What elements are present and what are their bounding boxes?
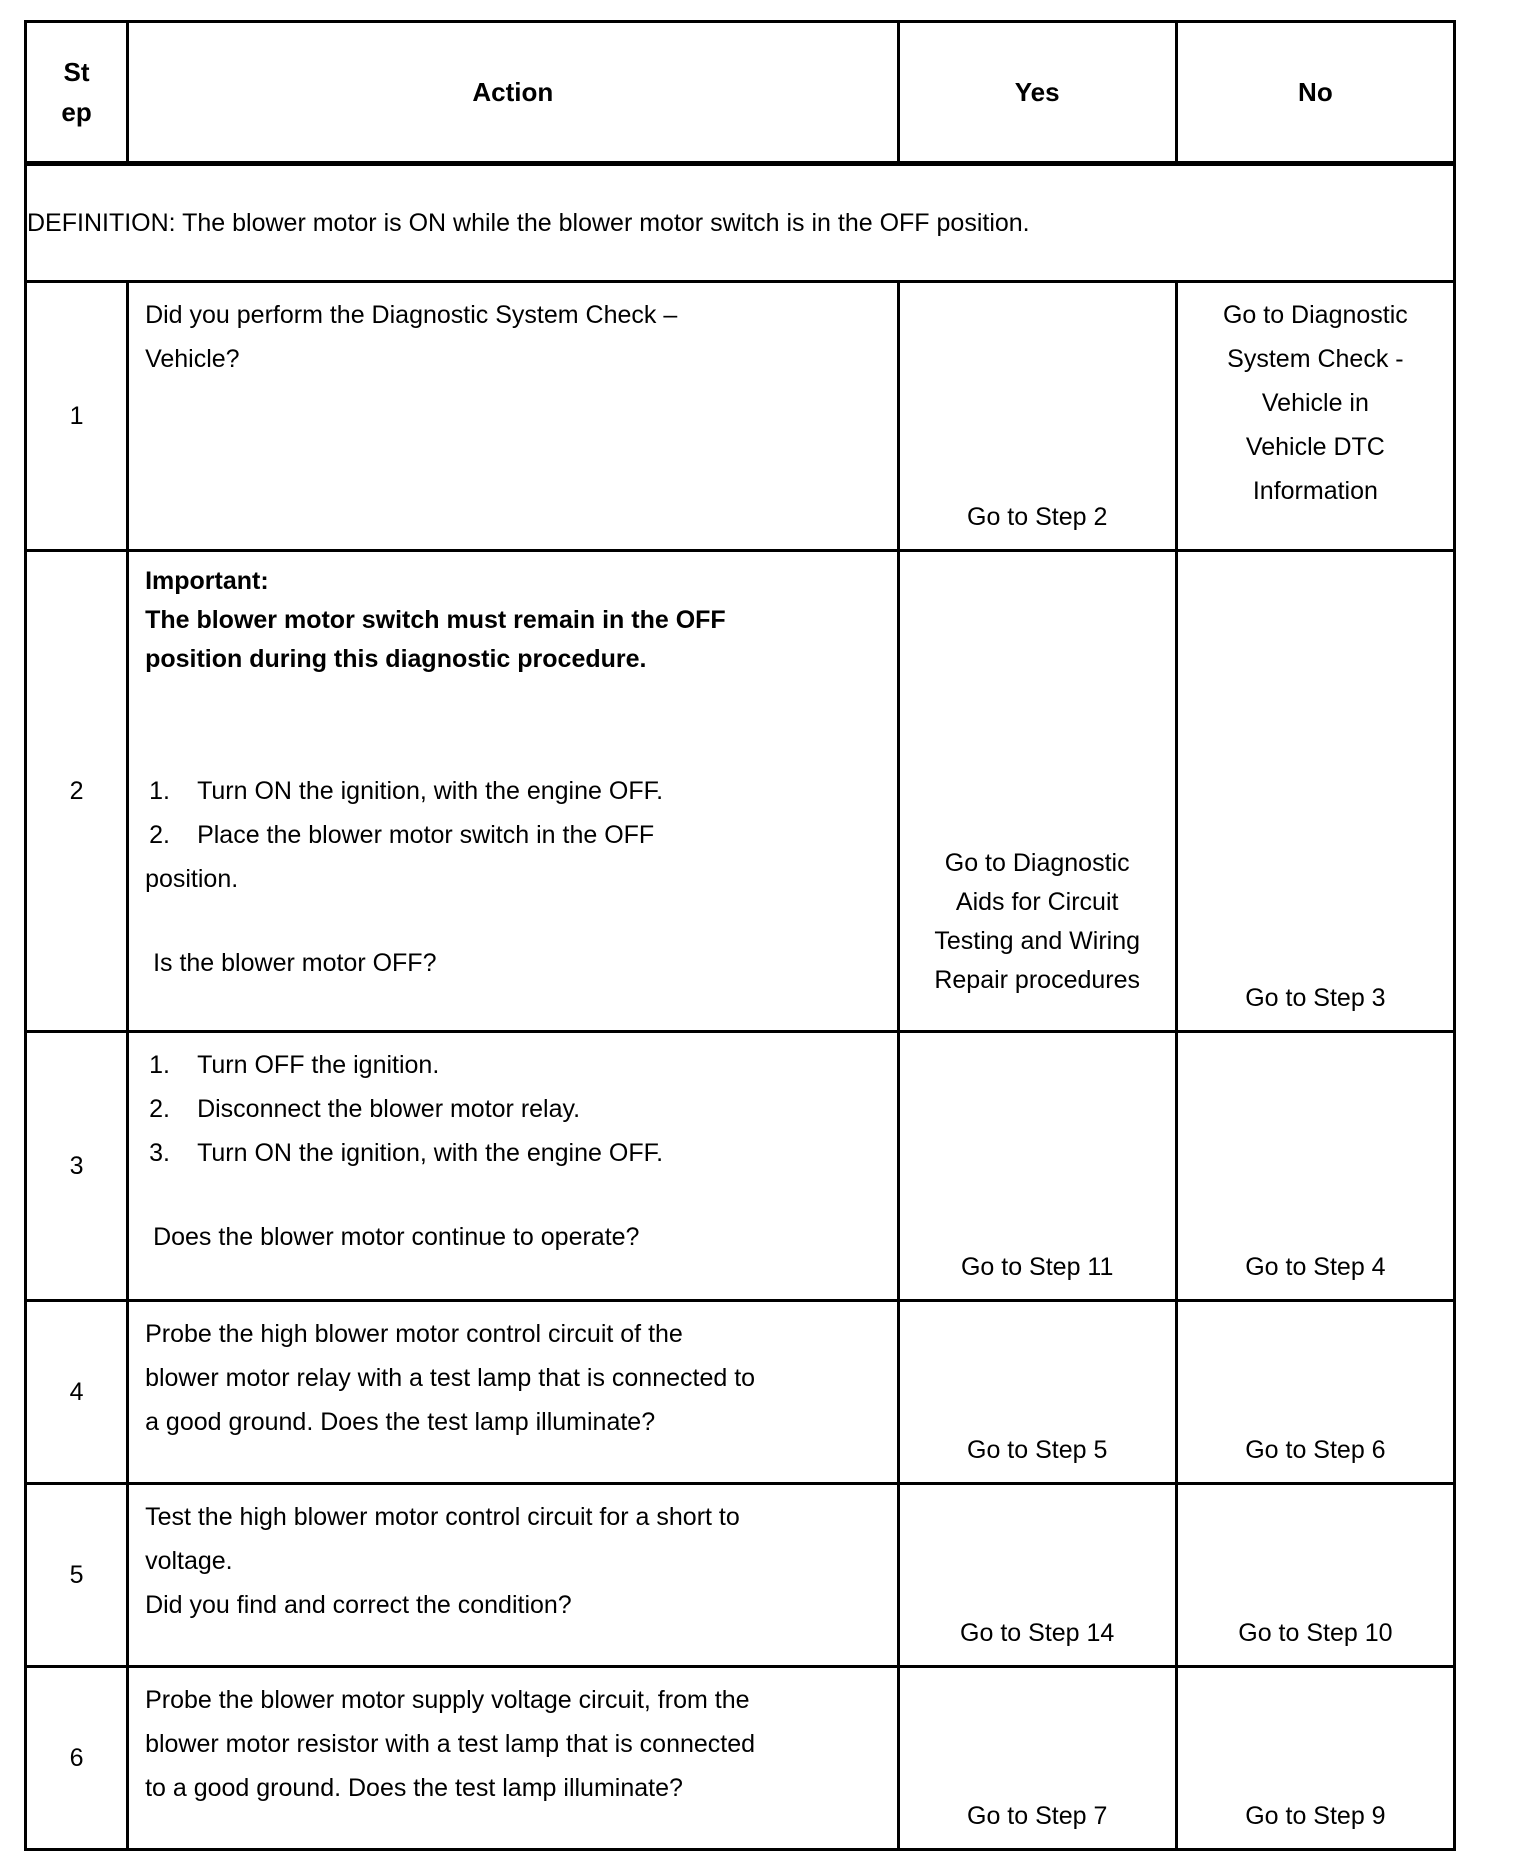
- list-number: 1.: [149, 777, 170, 805]
- step-number: 1: [26, 282, 128, 551]
- action-line: blower motor relay with a test lamp that is connected to: [145, 1364, 756, 1392]
- step-no: Go to Step 6: [1176, 1301, 1454, 1484]
- step-action: [128, 551, 899, 1032]
- no-line: System Check -: [1227, 345, 1404, 373]
- step-action: [128, 1032, 899, 1301]
- diagnostic-table: [24, 20, 1456, 1851]
- no-line: Vehicle in: [1261, 389, 1369, 417]
- action-line: Test the high blower motor control circuit for a short to: [145, 1503, 740, 1531]
- definition-text: DEFINITION: The blower motor is ON while the blower motor switch is in the OFF position.: [26, 164, 1455, 282]
- step-no: Go to Step 4: [1176, 1032, 1454, 1301]
- no-line: Vehicle DTC: [1245, 433, 1385, 461]
- step-question: Is the blower motor OFF?: [153, 949, 437, 977]
- action-line: blower motor resistor with a test lamp that is connected: [145, 1730, 756, 1758]
- step-yes: Go to Step 14: [898, 1484, 1176, 1667]
- yes-line: Aids for Circuit: [955, 888, 1119, 916]
- step-action: [128, 1667, 899, 1850]
- step-question: Does the blower motor continue to operate?: [153, 1223, 640, 1251]
- list-number: 3.: [149, 1139, 170, 1167]
- list-number: 1.: [149, 1051, 170, 1079]
- definition-row: [26, 164, 1455, 282]
- list-text: Turn ON the ignition, with the engine OFF.: [197, 777, 664, 805]
- header-yes: Yes: [898, 22, 1176, 164]
- list-text: Turn ON the ignition, with the engine OFF.: [197, 1139, 664, 1167]
- step-number: 3: [26, 1032, 128, 1301]
- step-number: 6: [26, 1667, 128, 1850]
- table-row: [26, 1032, 1455, 1301]
- step-action: [128, 282, 899, 551]
- list-item: [145, 1087, 883, 1131]
- no-line: Go to Diagnostic: [1222, 301, 1408, 329]
- list-text: Disconnect the blower motor relay.: [197, 1095, 581, 1123]
- step-yes: [898, 551, 1176, 1032]
- table-row: [26, 551, 1455, 1032]
- yes-line: Repair procedures: [934, 966, 1141, 994]
- list-item: [145, 769, 883, 813]
- action-line: voltage.: [145, 1547, 233, 1575]
- step-no: Go to Step 9: [1176, 1667, 1454, 1850]
- table-row: [26, 1667, 1455, 1850]
- list-item: [145, 1131, 883, 1175]
- action-line: Probe the blower motor supply voltage circuit, from the: [145, 1686, 750, 1714]
- yes-line: Go to Diagnostic: [944, 849, 1130, 877]
- no-line: Information: [1252, 477, 1378, 505]
- important-note: [145, 562, 883, 679]
- list-number: 2.: [149, 1095, 170, 1123]
- list-item: [145, 813, 883, 857]
- step-yes: Go to Step 11: [898, 1032, 1176, 1301]
- action-line: Did you perform the Diagnostic System Check –: [145, 301, 678, 329]
- step-action: [128, 1301, 899, 1484]
- action-line: to a good ground. Does the test lamp illuminate?: [145, 1774, 683, 1802]
- table-row: [26, 282, 1455, 551]
- important-line: The blower motor switch must remain in the OFF: [145, 606, 726, 634]
- step-no: [1176, 282, 1454, 551]
- table-row: [26, 1484, 1455, 1667]
- action-line: Probe the high blower motor control circuit of the: [145, 1320, 683, 1348]
- step-yes: Go to Step 7: [898, 1667, 1176, 1850]
- step-number: 4: [26, 1301, 128, 1484]
- step-yes: Go to Step 2: [898, 282, 1176, 551]
- step-number: 2: [26, 551, 128, 1032]
- yes-line: Testing and Wiring: [934, 927, 1141, 955]
- important-line: position during this diagnostic procedure.: [145, 645, 647, 673]
- action-line: Did you find and correct the condition?: [145, 1591, 572, 1619]
- list-item: [145, 1043, 883, 1087]
- table-header-row: [26, 22, 1455, 164]
- list-text: Turn OFF the ignition.: [197, 1051, 440, 1079]
- header-step: St ep: [26, 22, 128, 164]
- step-no: Go to Step 3: [1176, 551, 1454, 1032]
- step-yes: Go to Step 5: [898, 1301, 1176, 1484]
- header-action: Action: [128, 22, 899, 164]
- action-line: a good ground. Does the test lamp illuminate?: [145, 1408, 656, 1436]
- header-no: No: [1176, 22, 1454, 164]
- step-number: 5: [26, 1484, 128, 1667]
- list-text: Place the blower motor switch in the OFF: [197, 821, 655, 849]
- step-no: Go to Step 10: [1176, 1484, 1454, 1667]
- step-action: [128, 1484, 899, 1667]
- important-title: Important:: [145, 567, 269, 595]
- list-continuation: position.: [145, 865, 239, 893]
- table-row: [26, 1301, 1455, 1484]
- list-number: 2.: [149, 821, 170, 849]
- action-line: Vehicle?: [145, 345, 240, 373]
